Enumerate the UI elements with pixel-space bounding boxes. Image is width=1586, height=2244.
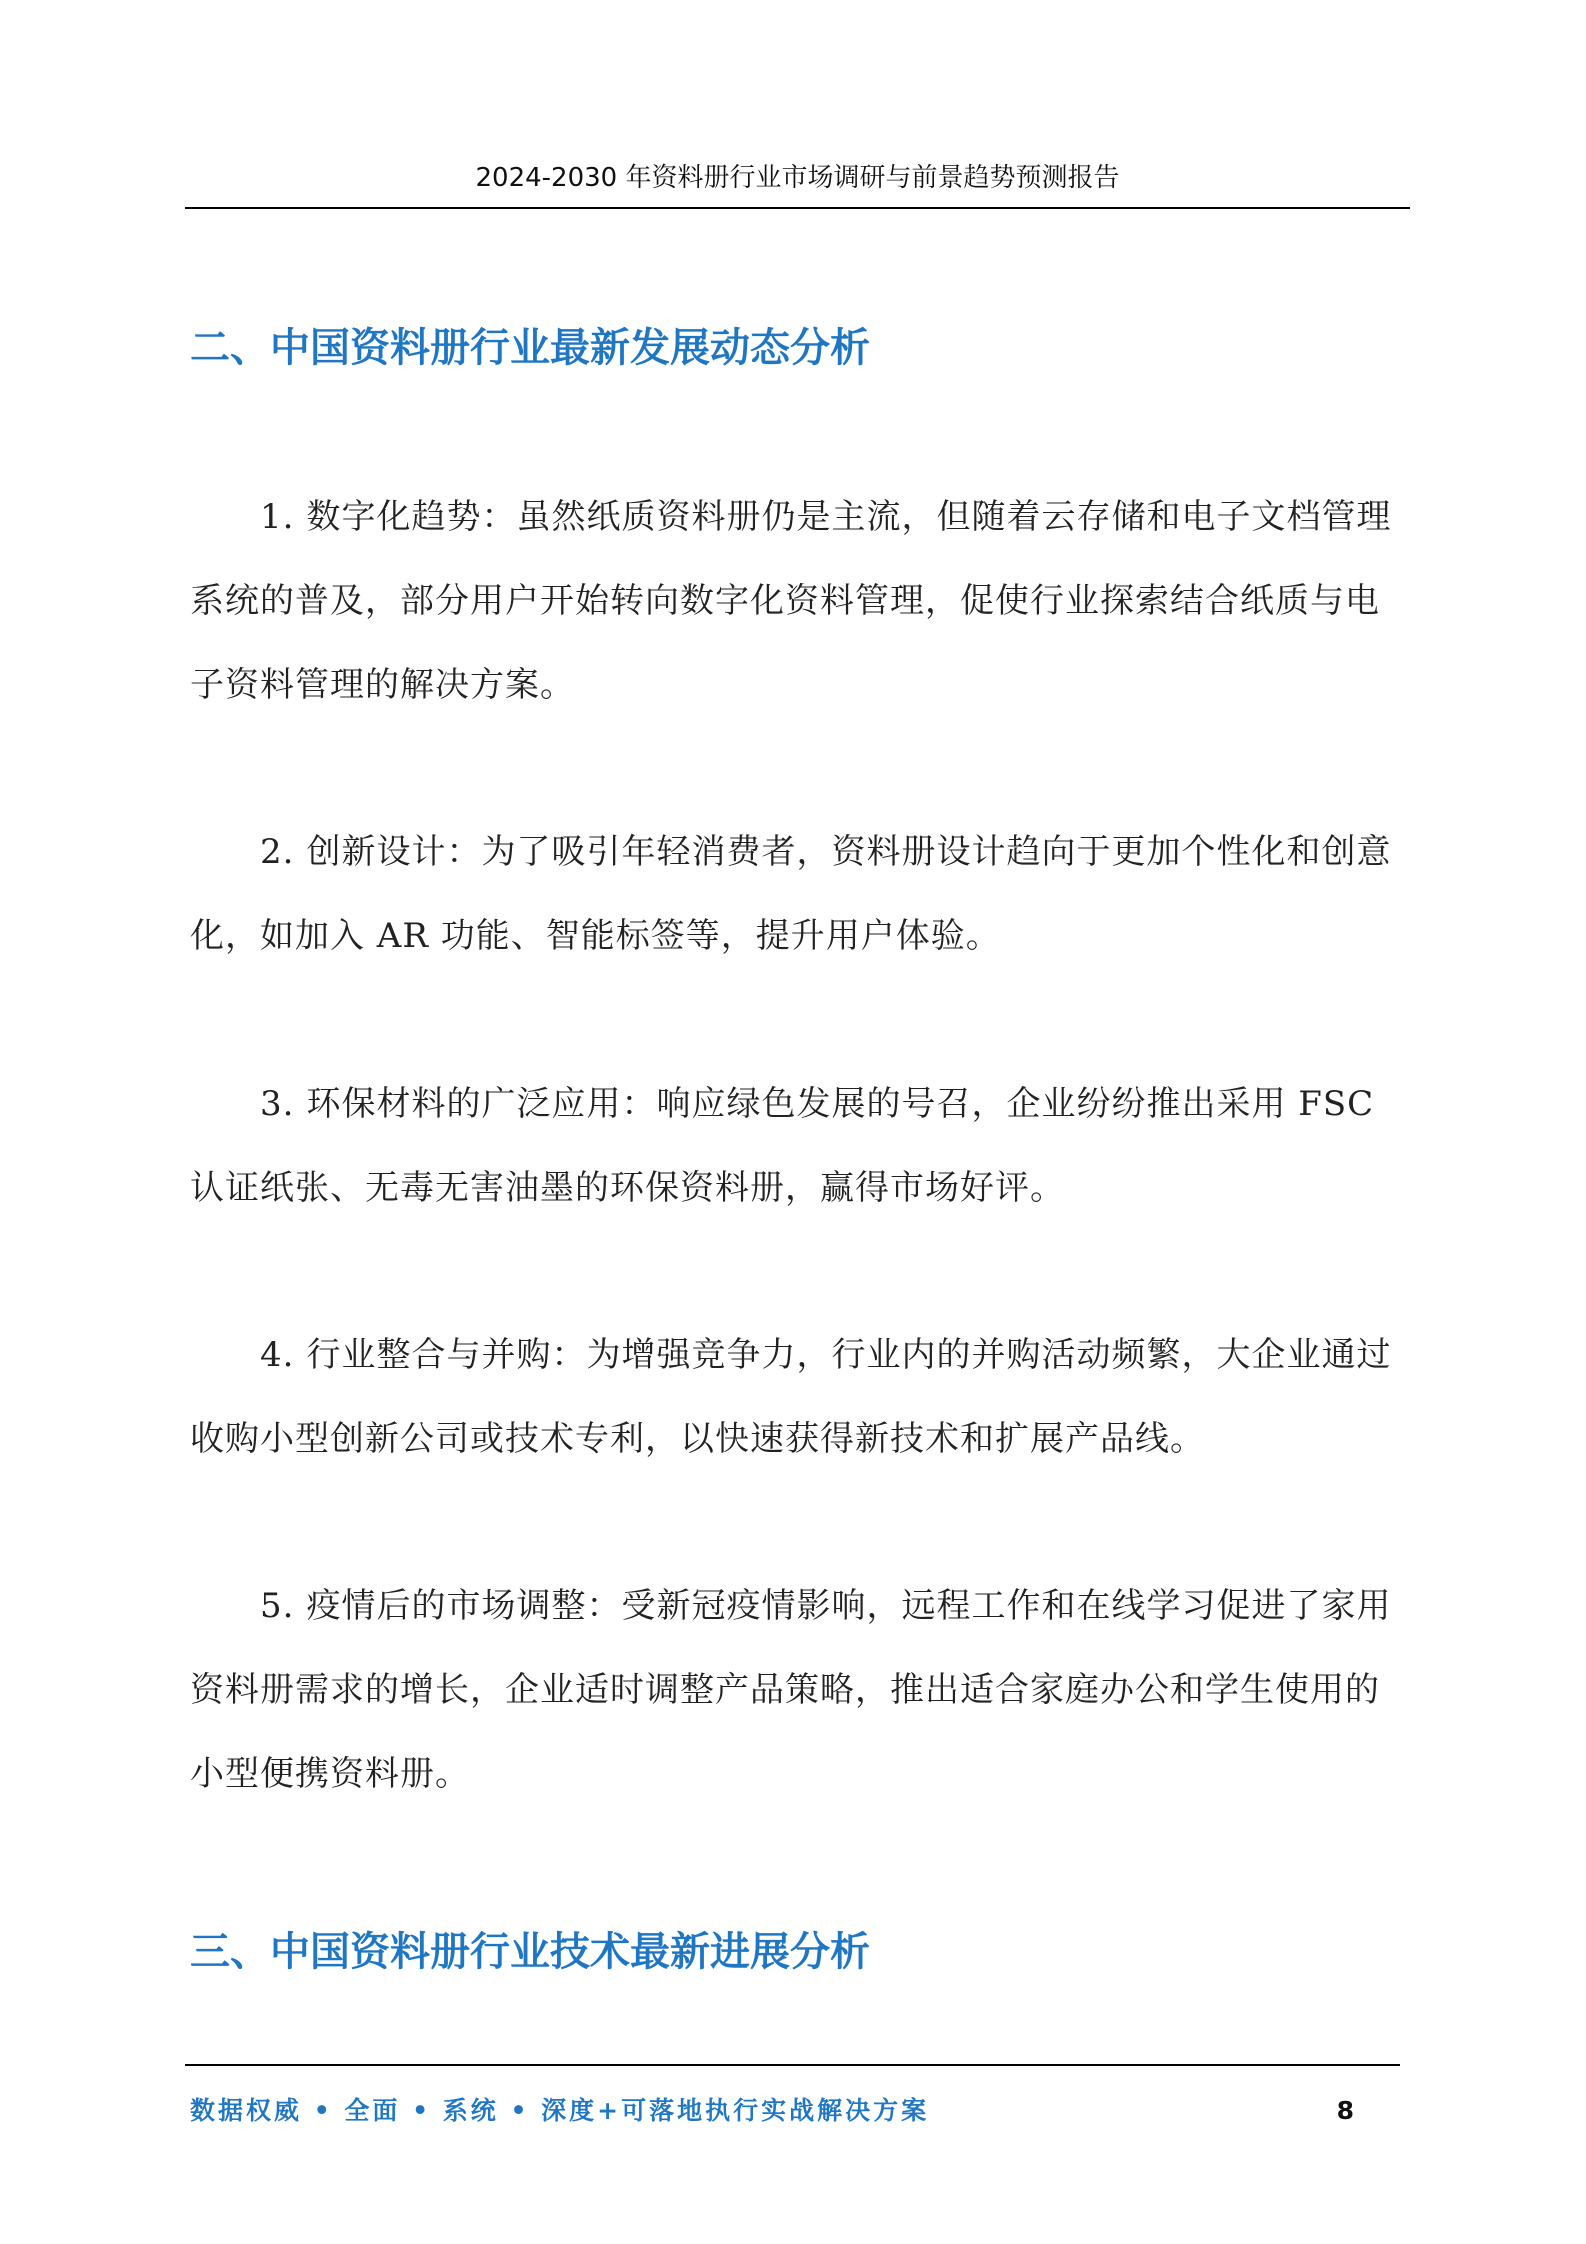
- list-item-text: 疫情后的市场调整：受新冠疫情影响，远程工作和在线学习促进了家用资料册需求的增长，企业适时调整产品策略，推出适合家庭办公和学生使用的小型便携资料册。: [190, 1586, 1392, 1794]
- list-item-text: 创新设计：为了吸引年轻消费者，资料册设计趋向于更加个性化和创意化，如加入 AR 功能、智能标签等，提升用户体验。: [190, 832, 1392, 956]
- list-item-number: 5.: [260, 1586, 295, 1626]
- header-divider: [185, 207, 1410, 209]
- page-number: 8: [1336, 2096, 1354, 2125]
- list-item-text: 环保材料的广泛应用：响应绿色发展的号召，企业纷纷推出采用 FSC 认证纸张、无毒无害油墨的环保资料册，赢得市场好评。: [190, 1084, 1375, 1208]
- list-item-number: 3.: [260, 1084, 295, 1124]
- section-heading-3: 三、中国资料册行业技术最新进展分析: [190, 1929, 870, 1975]
- list-item-3: [190, 1062, 1400, 1230]
- list-item-text: 行业整合与并购：为增强竞争力，行业内的并购活动频繁，大企业通过收购小型创新公司或技术专利，以快速获得新技术和扩展产品线。: [190, 1335, 1392, 1459]
- report-title: 2024-2030 年资料册行业市场调研与前景趋势预测报告: [475, 163, 1120, 193]
- list-item-number: 1.: [260, 497, 295, 537]
- footer-slogan: 数据权威 • 全面 • 系统 • 深度+可落地执行实战解决方案: [190, 2096, 930, 2125]
- list-item-1: [190, 475, 1400, 727]
- list-item-5: [190, 1564, 1400, 1816]
- list-item-number: 2.: [260, 832, 295, 872]
- footer-divider: [185, 2064, 1400, 2066]
- list-item-number: 4.: [260, 1335, 295, 1375]
- list-item-2: [190, 810, 1400, 978]
- list-item-4: [190, 1313, 1400, 1481]
- section-heading-2: 二、中国资料册行业最新发展动态分析: [190, 325, 870, 371]
- list-item-text: 数字化趋势：虽然纸质资料册仍是主流，但随着云存储和电子文档管理系统的普及，部分用户开始转向数字化资料管理，促使行业探索结合纸质与电子资料管理的解决方案。: [190, 497, 1392, 705]
